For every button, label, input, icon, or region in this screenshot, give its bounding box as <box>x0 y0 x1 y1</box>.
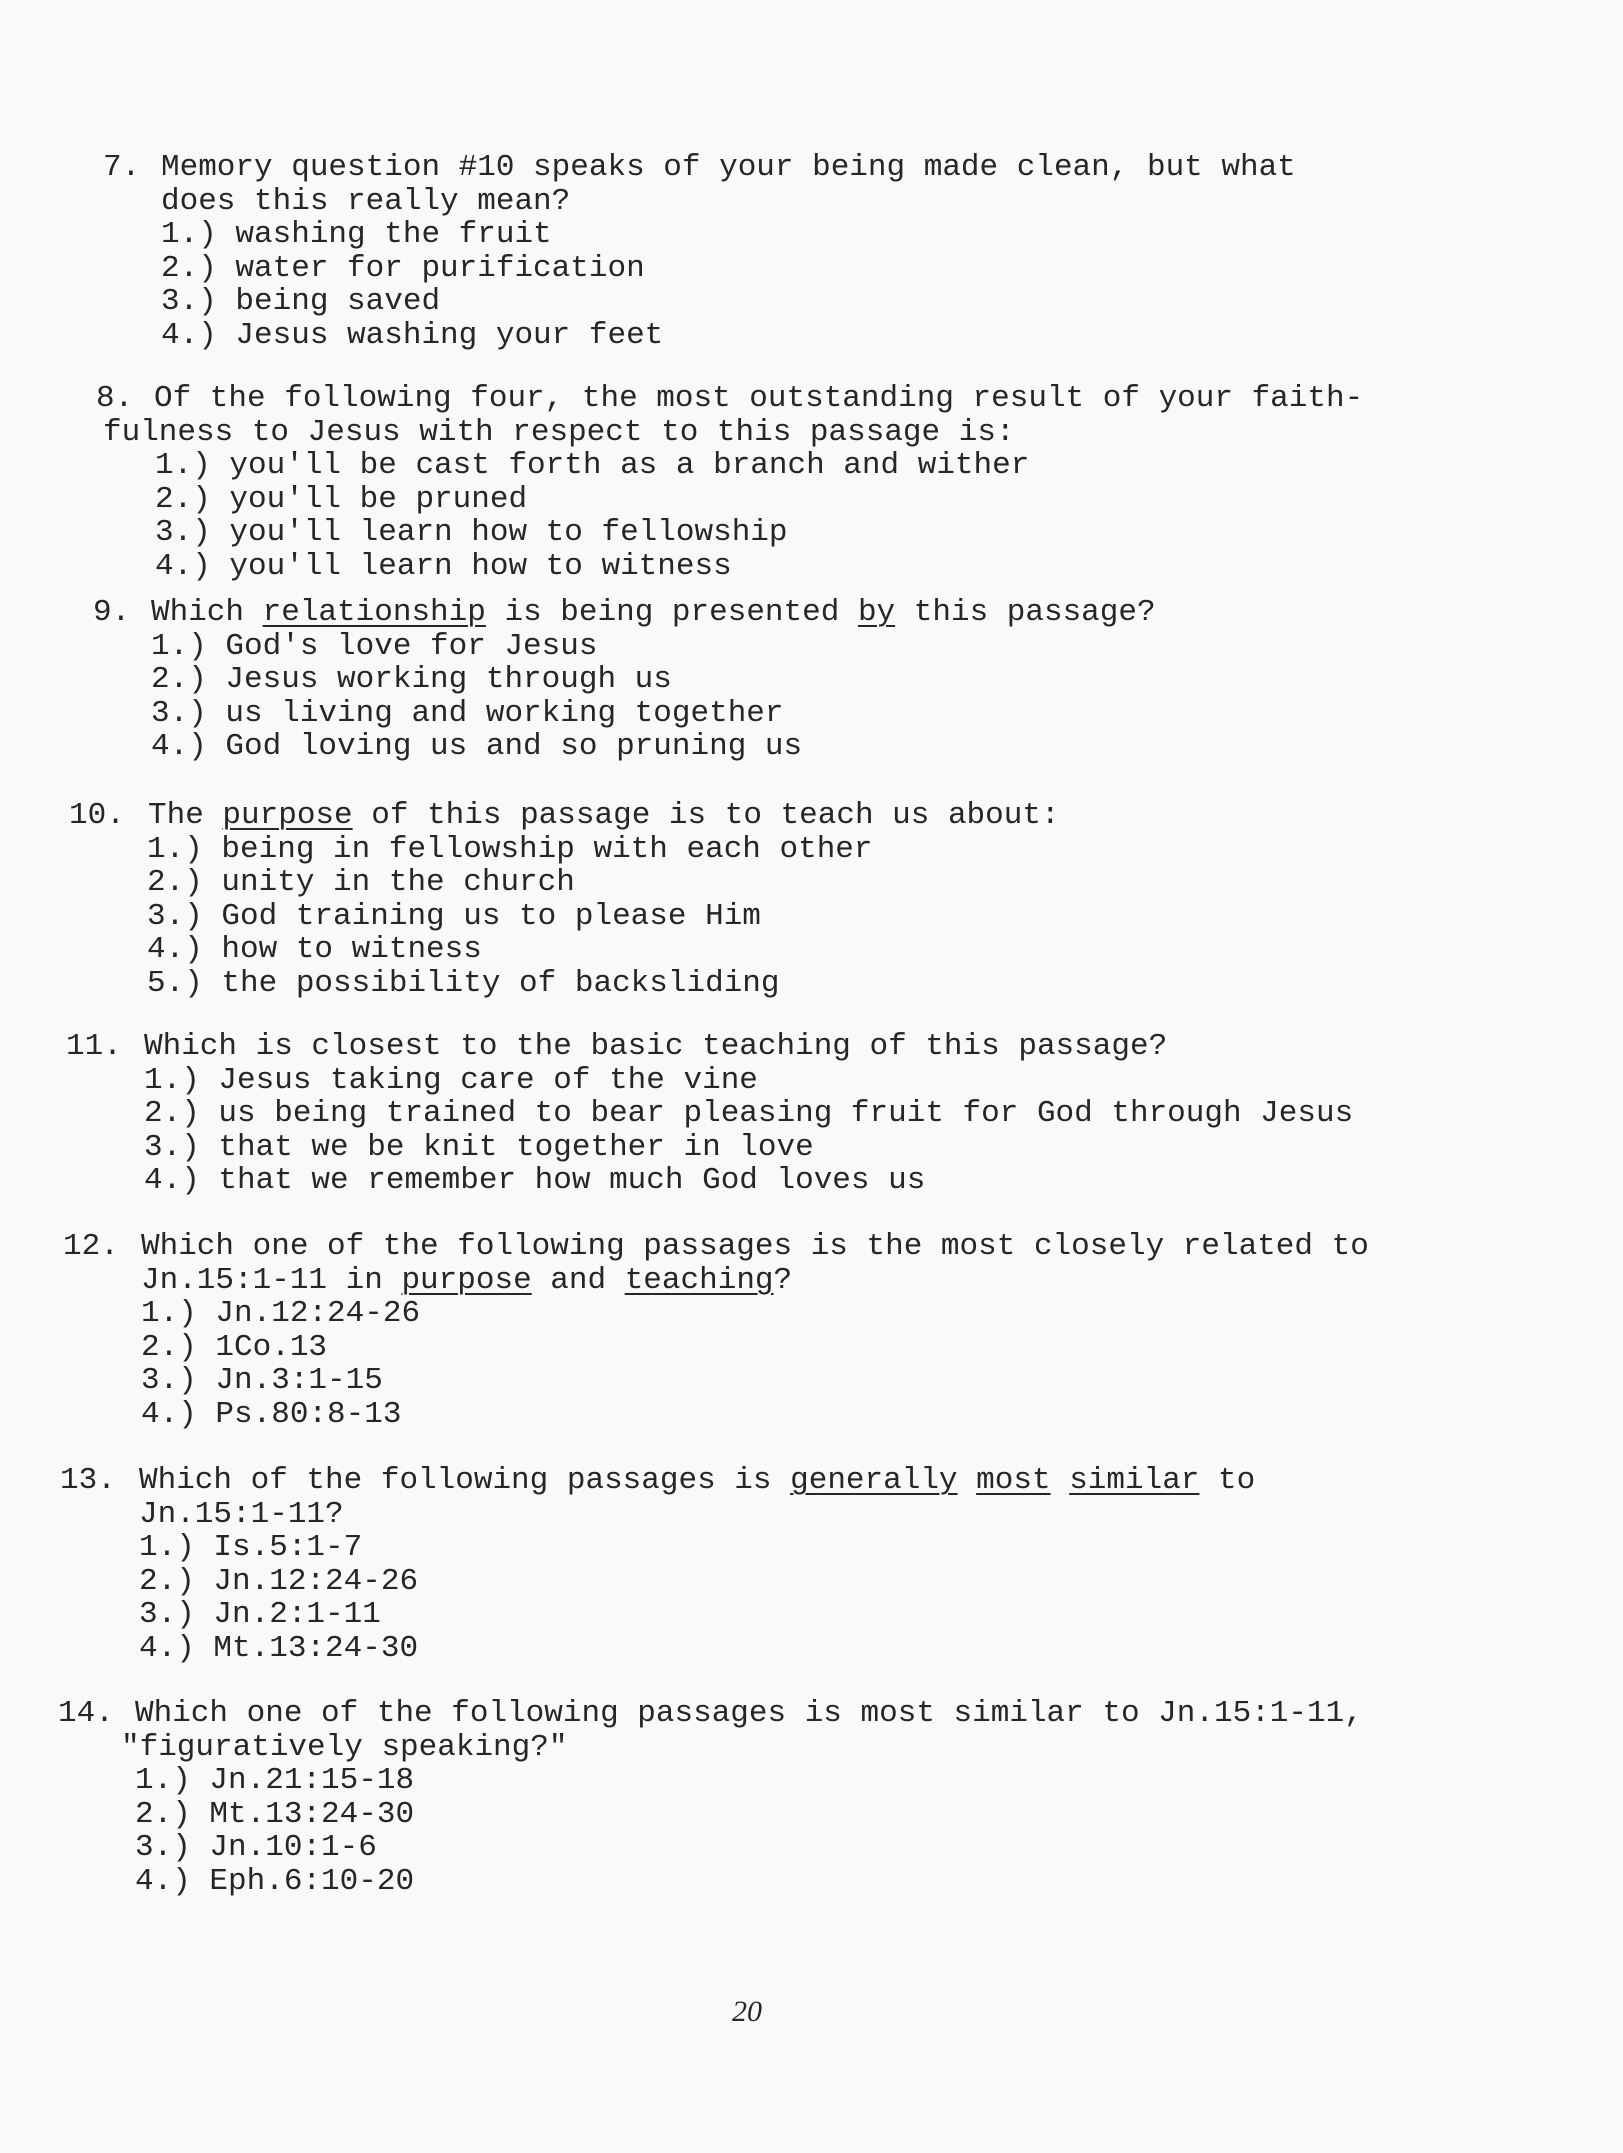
question-text-line <box>139 1464 1255 1498</box>
text-segment: of this passage is to teach us about: <box>352 798 1060 833</box>
answer-option: 2.) us being trained to bear pleasing fruit for God through Jesus <box>144 1096 1354 1131</box>
answer-option: 3.) Jn.3:1-15 <box>141 1363 383 1398</box>
answer-option: 1.) washing the fruit <box>161 217 552 252</box>
text-segment: this passage? <box>895 595 1156 630</box>
answer-option: 2.) Jn.12:24-26 <box>139 1563 419 1599</box>
question-text-line <box>161 185 570 219</box>
question-text-line <box>103 416 1015 450</box>
answer-option: 4.) Ps.80:8-13 <box>141 1396 402 1432</box>
answer-option: 1.) God's love for Jesus <box>151 628 598 664</box>
question-text-line <box>154 382 1363 416</box>
text-segment <box>1051 1463 1070 1498</box>
answer-option: 3.) God training us to please Him <box>147 898 761 934</box>
question-text-line <box>139 1498 344 1532</box>
text-segment: Which <box>151 595 263 630</box>
text-segment: Of the following four, the most outstanding result of your faith- <box>154 381 1364 416</box>
answer-option: 2.) unity in the church <box>147 865 575 900</box>
text-segment: Which of the following passages is <box>139 1463 791 1498</box>
page-number: 20 <box>732 1995 762 2028</box>
answer-option: 4.) Mt.13:24-30 <box>139 1630 419 1666</box>
question-number: 9. <box>93 595 131 630</box>
answer-option: 1.) Is.5:1-7 <box>139 1530 363 1565</box>
underlined-word: by <box>857 595 896 630</box>
text-segment: Which one of the following passages is most similar to Jn.15:1-11, <box>135 1696 1363 1731</box>
text-segment: Jn.15:1-11 in <box>141 1262 402 1298</box>
answer-option: 1.) Jesus taking care of the vine <box>144 1062 758 1098</box>
question-number: 12. <box>63 1229 119 1264</box>
question-text-line <box>141 1230 1369 1264</box>
question-text-line <box>144 1030 1167 1064</box>
underlined-word: relationship <box>262 595 486 630</box>
answer-option: 3.) you'll learn how to fellowship <box>155 515 788 550</box>
answer-option: 2.) Mt.13:24-30 <box>135 1796 415 1832</box>
question-text-line <box>161 151 1296 185</box>
answer-option: 4.) Eph.6:10-20 <box>135 1863 415 1899</box>
answer-option: 1.) you'll be cast forth as a branch and wither <box>155 448 1030 483</box>
text-segment: and <box>531 1262 625 1298</box>
answer-option: 3.) us living and working together <box>151 695 784 731</box>
question-text-line <box>121 1731 567 1765</box>
answer-option: 4.) how to witness <box>147 932 482 967</box>
question-text-line <box>135 1697 1363 1731</box>
text-segment: is being presented <box>485 595 858 630</box>
text-segment <box>958 1463 977 1498</box>
question-number: 13. <box>60 1463 116 1498</box>
answer-option: 4.) God loving us and so pruning us <box>151 729 803 764</box>
text-segment: fulness to Jesus with respect to this passage is: <box>103 414 1015 450</box>
question-number: 8. <box>96 381 134 416</box>
answer-option: 4.) you'll learn how to witness <box>155 548 732 584</box>
answer-option: 2.) you'll be pruned <box>155 481 528 517</box>
answer-option: 3.) Jn.2:1-11 <box>139 1597 381 1632</box>
answer-option: 2.) 1Co.13 <box>141 1329 328 1365</box>
underlined-word: teaching <box>624 1262 774 1298</box>
answer-option: 5.) the possibility of backsliding <box>147 965 780 1001</box>
answer-option: 3.) Jn.10:1-6 <box>135 1830 377 1865</box>
text-segment: "figuratively speaking?" <box>121 1729 568 1765</box>
answer-option: 2.) Jesus working through us <box>151 662 672 697</box>
underlined-word: purpose <box>401 1262 532 1298</box>
underlined-word: purpose <box>222 798 353 833</box>
text-segment: Which one of the following passages is the most closely related to <box>141 1229 1369 1264</box>
text-segment: Which is closest to the basic teaching of this passage? <box>144 1029 1168 1064</box>
text-segment: to <box>1199 1463 1256 1498</box>
underlined-word: similar <box>1069 1463 1200 1498</box>
text-segment: ? <box>773 1262 793 1298</box>
answer-option: 3.) that we be knit together in love <box>144 1129 814 1165</box>
underlined-word: generally <box>790 1463 958 1498</box>
question-number: 10. <box>69 798 125 833</box>
answer-option: 4.) that we remember how much God loves us <box>144 1163 926 1198</box>
text-segment: The <box>148 798 223 833</box>
question-text-line <box>141 1264 792 1298</box>
question-number: 11. <box>66 1029 122 1064</box>
answer-option: 1.) Jn.21:15-18 <box>135 1763 415 1798</box>
answer-option: 1.) being in fellowship with each other <box>147 831 873 867</box>
question-number: 7. <box>103 150 141 185</box>
answer-option: 3.) being saved <box>161 284 441 319</box>
question-number: 14. <box>58 1696 114 1731</box>
text-segment: Jn.15:1-11? <box>139 1496 344 1532</box>
text-segment: Memory question #10 speaks of your being made clean, but what <box>161 150 1296 185</box>
underlined-word: most <box>976 1463 1051 1498</box>
text-segment: does this really mean? <box>161 183 571 219</box>
answer-option: 4.) Jesus washing your feet <box>161 317 664 353</box>
answer-option: 1.) Jn.12:24-26 <box>141 1296 421 1331</box>
answer-option: 2.) water for purification <box>161 250 645 286</box>
question-text-line <box>151 596 1156 630</box>
question-text-line <box>148 799 1060 833</box>
